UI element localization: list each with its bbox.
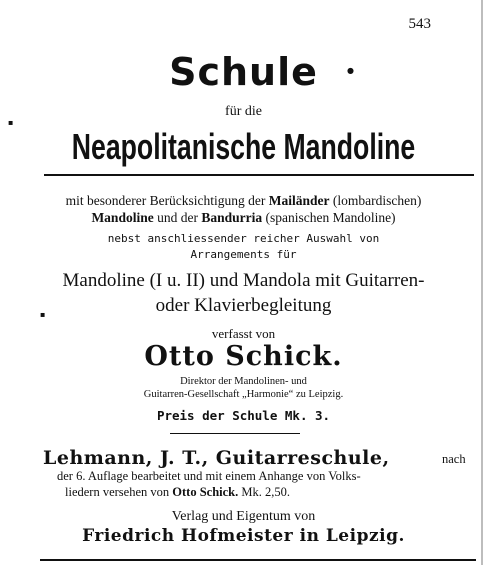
subject-heading: Neapolitanische Mandoline [71,126,416,167]
author-role-line-2: Guitarren-Gesellschaft „Harmonie“ zu Leipzig. [143,389,344,400]
description-line-1: mit besonderer Berücksichtigung der Mailänder (lombardischen) [65,193,422,208]
margin-speck: ▪ [8,118,14,127]
price: Preis der Schule Mk. 3. [156,408,331,423]
print-speck: ● [347,66,354,75]
second-work-line-2: liedern versehen von Otto Schick. Mk. 2,50. [65,485,290,499]
description-line-4: Arrangements für [190,248,297,261]
second-work-title: Lehmann, J. T., Guitarreschule, [43,447,390,469]
subtitle-connector: für die [225,104,262,119]
publisher-name: Friedrich Hofmeister in Leipzig. [82,526,405,546]
divider-rule [44,174,474,176]
description-line-2: Mandoline und der Bandurria (spanischen Mandoline) [91,210,396,225]
second-work-nach: nach [442,452,466,466]
short-divider [170,433,300,434]
title: Schule [169,50,318,94]
page-number: 543 [408,16,431,32]
bottom-rule [40,559,476,561]
description-line-3: nebst anschliessender reicher Auswahl von [107,232,380,245]
instrumentation-line-1: Mandoline (I u. II) und Mandola mit Guitarren- [62,270,425,291]
instrumentation-line-2: oder Klavierbegleitung [155,295,332,316]
author-intro: verfasst von [211,326,276,341]
second-work-line-1: der 6. Auflage bearbeitet und mit einem Anhange von Volks- [57,469,361,483]
author-name: Otto Schick. [144,341,343,372]
author-role-line-1: Direktor der Mandolinen- und [180,376,307,387]
publisher-intro: Verlag und Eigentum von [171,509,316,524]
margin-speck: ▪ [40,310,46,319]
